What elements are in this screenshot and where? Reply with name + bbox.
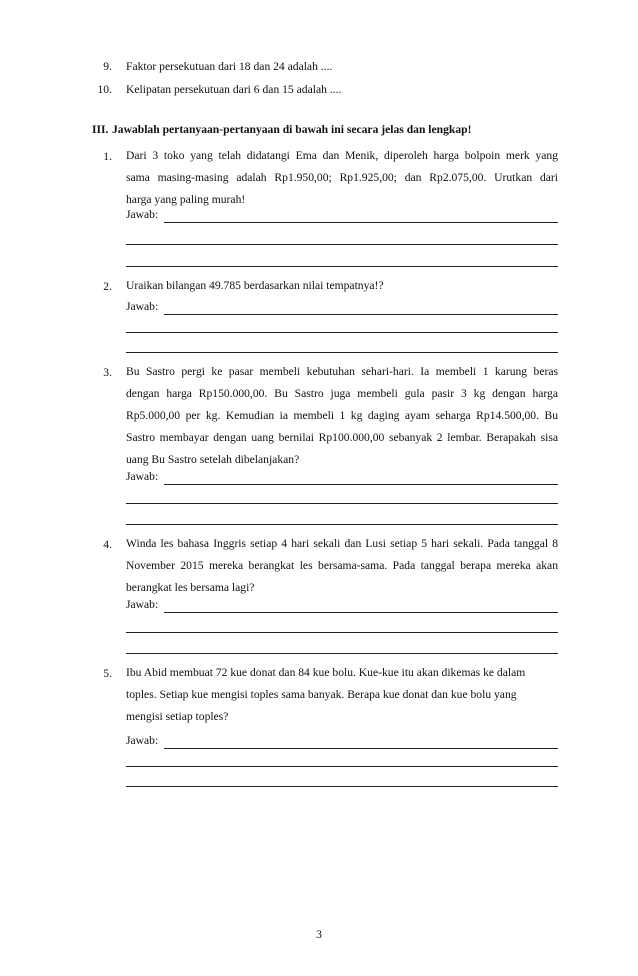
- question-number: 4.: [103, 538, 112, 551]
- answer-label: Jawab:: [126, 208, 159, 221]
- question-line: November 2015 mereka berangkat les bersama-sama. Pada tanggal berapa mereka akan: [126, 559, 558, 572]
- answer-line: [126, 632, 558, 633]
- question-line: toples. Setiap kue mengisi toples sama banyak. Berapa kue donat dan kue bolu yang: [126, 688, 517, 701]
- question-number: 1.: [103, 150, 112, 163]
- question-line: Winda les bahasa Inggris setiap 4 hari sekali dan Lusi setiap 5 hari sekali. Pada tanggal 8: [126, 537, 558, 550]
- question-line: dengan harga Rp150.000,00. Bu Sastro juga membeli gula pasir 3 kg dengan harga: [126, 387, 558, 400]
- item-text: Kelipatan persekutuan dari 6 dan 15 adalah ....: [126, 83, 342, 96]
- question-line: Bu Sastro pergi ke pasar membeli kebutuhan sehari-hari. Ia membeli 1 karung beras: [126, 365, 558, 378]
- answer-line: [164, 222, 558, 223]
- question-line: Sastro membayar dengan uang bernilai Rp100.000,00 sebanyak 2 lembar. Berapakah sisa: [126, 431, 558, 444]
- answer-line: [126, 244, 558, 245]
- question-number: 5.: [103, 667, 112, 680]
- question-text: [126, 662, 558, 728]
- question-line: sama masing-masing adalah Rp1.950,00; Rp1.925,00; dan Rp2.075,00. Urutkan dari: [126, 171, 558, 184]
- answer-line: [164, 314, 558, 315]
- answer-label: Jawab:: [126, 300, 159, 313]
- answer-line: [126, 766, 558, 767]
- section-heading: [92, 123, 471, 136]
- answer-line: [126, 352, 558, 353]
- item-number: 9.: [103, 60, 112, 73]
- answer-line: [126, 266, 558, 267]
- section-number: III.: [92, 123, 109, 136]
- question-text: [126, 275, 558, 297]
- question-text: [126, 361, 558, 471]
- answer-label: Jawab:: [126, 470, 159, 483]
- item-number: 10.: [97, 83, 112, 96]
- answer-line: [164, 748, 558, 749]
- item-text: Faktor persekutuan dari 18 dan 24 adalah ....: [126, 60, 333, 73]
- answer-line: [164, 612, 558, 613]
- question-text: [126, 533, 558, 599]
- section-title: Jawablah pertanyaan-pertanyaan di bawah ini secara jelas dan lengkap!: [112, 123, 472, 136]
- question-line: Rp5.000,00 per kg. Kemudian ia membeli 1 kg daging ayam seharga Rp14.500,00. Bu: [126, 409, 558, 422]
- answer-line: [126, 786, 558, 787]
- question-line: Uraikan bilangan 49.785 berdasarkan nilai tempatnya!?: [126, 279, 384, 292]
- answer-line: [126, 524, 558, 525]
- question-line: berangkat les bersama lagi?: [126, 581, 255, 594]
- answer-label: Jawab:: [126, 734, 159, 747]
- question-line: harga yang paling murah!: [126, 193, 246, 206]
- page-number: 3: [316, 928, 322, 941]
- question-line: Dari 3 toko yang telah didatangi Ema dan Menik, diperoleh harga bolpoin merk yang: [126, 149, 558, 162]
- question-line: uang Bu Sastro setelah dibelanjakan?: [126, 453, 300, 466]
- question-line: Ibu Abid membuat 72 kue donat dan 84 kue bolu. Kue-kue itu akan dikemas ke dalam: [126, 666, 526, 679]
- answer-line: [164, 484, 558, 485]
- answer-line: [126, 332, 558, 333]
- question-number: 3.: [103, 366, 112, 379]
- question-line: mengisi setiap toples?: [126, 710, 229, 723]
- answer-line: [126, 503, 558, 504]
- question-text: [126, 145, 558, 211]
- answer-label: Jawab:: [126, 598, 159, 611]
- question-number: 2.: [103, 280, 112, 293]
- answer-line: [126, 653, 558, 654]
